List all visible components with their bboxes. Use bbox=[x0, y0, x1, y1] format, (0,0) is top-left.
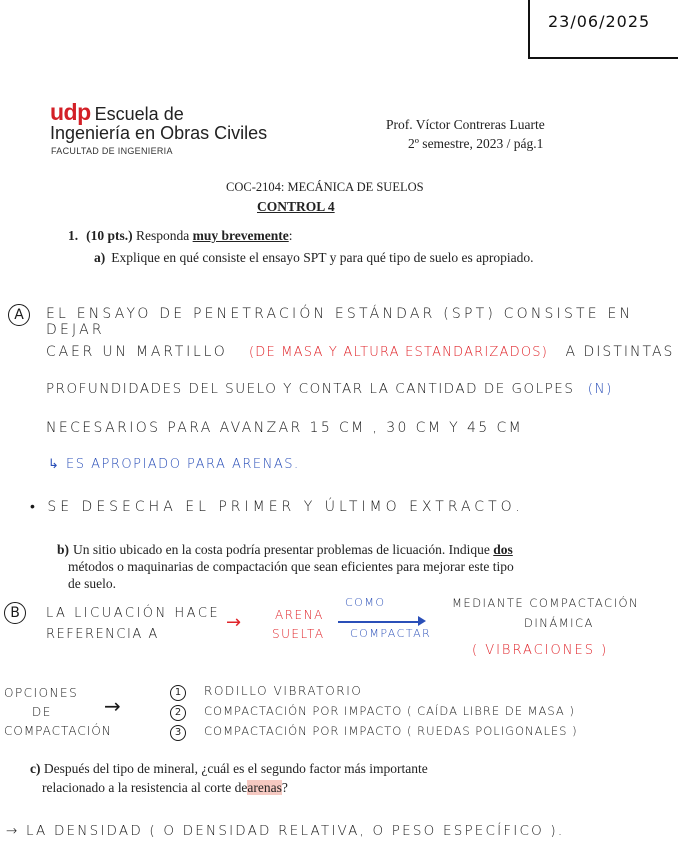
exam-title: CONTROL 4 bbox=[257, 199, 335, 214]
part-c-text-2a: relacionado a la resistencia al corte de bbox=[42, 780, 248, 795]
answer-b-fraction-line bbox=[338, 621, 423, 623]
option-number-3: 3 bbox=[170, 725, 186, 741]
answer-a-line-2b: (DE MASA Y ALTURA ESTANDARIZADOS) bbox=[249, 345, 548, 360]
part-b-text-2: métodos o maquinarias de compactación que sean eficientes para mejorar este tipo bbox=[68, 559, 514, 574]
part-c-letter: c) bbox=[30, 761, 41, 776]
option-number-1: 1 bbox=[170, 685, 186, 701]
part-c-highlight: arenas bbox=[247, 780, 282, 795]
option-text-2: COMPACTACIÓN POR IMPACTO ( CAÍDA LIBRE DE MASA ) bbox=[204, 704, 575, 718]
answer-a-line-2c: A DISTINTAS bbox=[565, 344, 675, 360]
answer-a-line-1: EL ENSAYO DE PENETRACIÓN ESTÁNDAR (SPT) CONSISTE EN DEJAR bbox=[46, 306, 634, 338]
answer-b-right-3: ( VIBRACIONES ) bbox=[472, 643, 609, 658]
answer-b-right-1: MEDIANTE COMPACTACIÓN bbox=[452, 596, 640, 610]
answer-a-line-2a: CAER UN MARTILLO bbox=[46, 344, 228, 360]
answer-b-red-2: SUELTA bbox=[272, 627, 325, 641]
professor-name: Prof. Víctor Contreras Luarte bbox=[386, 117, 545, 132]
logo-mark: udp bbox=[50, 99, 91, 125]
part-a-question bbox=[94, 250, 534, 266]
option-item-1 bbox=[170, 682, 362, 701]
part-a-text: Explique en qué consiste el ensayo SPT y para qué tipo de suelo es apropiado. bbox=[111, 250, 534, 265]
answer-b-blue-2: COMPACTAR bbox=[350, 627, 432, 640]
logo-line-2: Ingeniería en Obras Civiles bbox=[50, 123, 268, 143]
answer-a-line-2 bbox=[46, 344, 674, 361]
part-b-text-1: Un sitio ubicado en la costa podría presentar problemas de licuación. Indique bbox=[73, 542, 490, 557]
answer-c-text: → LA DENSIDAD ( O DENSIDAD RELATIVA, O PESO ESPECÍFICO ). bbox=[6, 823, 565, 839]
options-label-1: OPCIONES bbox=[4, 686, 79, 700]
question-instruction-end: : bbox=[288, 228, 293, 243]
question-instruction: Responda bbox=[136, 228, 190, 243]
answer-b-line-2: REFERENCIA A bbox=[46, 627, 159, 642]
part-b-question bbox=[57, 541, 527, 592]
answer-a-marker: A bbox=[8, 304, 30, 326]
option-item-3 bbox=[170, 722, 578, 741]
part-b-emph: dos bbox=[493, 542, 513, 557]
answer-a-line-3 bbox=[46, 381, 613, 397]
question-points: (10 pts.) bbox=[86, 228, 133, 243]
udp-logo bbox=[50, 99, 184, 126]
answer-a-line-5: ↳ ES APROPIADO PARA ARENAS. bbox=[48, 457, 300, 472]
part-c-question bbox=[30, 759, 550, 797]
question-number: 1. bbox=[68, 228, 79, 243]
part-c-text-1: Después del tipo de mineral, ¿cuál es el segundo factor más importante bbox=[43, 761, 428, 776]
part-b-text-3: de suelo. bbox=[68, 576, 116, 591]
part-b-letter: b) bbox=[57, 542, 70, 557]
option-item-2 bbox=[170, 702, 575, 721]
question-instruction-emph: muy brevemente bbox=[192, 228, 289, 243]
option-number-2: 2 bbox=[170, 705, 186, 721]
answer-b-fraction-arrowhead-icon bbox=[418, 616, 426, 626]
answer-b-marker: B bbox=[4, 602, 26, 624]
answer-a-line-3a: PROFUNDIDADES DEL SUELO Y CONTAR LA CANTIDAD DE GOLPES bbox=[46, 381, 575, 397]
options-arrow-icon: → bbox=[104, 694, 121, 718]
answer-b-right-2: DINÁMICA bbox=[524, 616, 594, 630]
answer-a-line-6: • SE DESECHA EL PRIMER Y ÚLTIMO EXTRACTO. bbox=[30, 499, 524, 515]
semester-page: 2º semestre, 2023 / pág.1 bbox=[408, 136, 544, 151]
question-1 bbox=[68, 228, 293, 244]
course-title: COC-2104: MECÁNICA DE SUELOS bbox=[226, 180, 424, 194]
logo-line-1: Escuela de bbox=[94, 104, 184, 124]
options-label-2: DE bbox=[32, 705, 52, 719]
answer-b-blue-1: COMO bbox=[345, 596, 386, 609]
answer-a-line-4: NECESARIOS PARA AVANZAR 15 CM , 30 CM Y 45 CM bbox=[46, 420, 524, 436]
logo-line-3: FACULTAD DE INGENIERIA bbox=[51, 146, 173, 156]
option-text-3: COMPACTACIÓN POR IMPACTO ( RUEDAS POLIGONALES ) bbox=[204, 724, 578, 738]
part-a-letter: a) bbox=[94, 250, 106, 265]
part-c-text-2c: ? bbox=[281, 780, 288, 795]
answer-a-line-3b: (N) bbox=[587, 381, 613, 397]
handwritten-date: 23/06/2025 bbox=[548, 12, 651, 31]
answer-b-line-1: LA LICUACIÓN HACE bbox=[46, 606, 221, 621]
options-label-3: COMPACTACIÓN bbox=[4, 724, 112, 738]
answer-b-red-1: ARENA bbox=[275, 608, 324, 622]
answer-b-arrow-icon: → bbox=[226, 612, 242, 633]
option-text-1: RODILLO VIBRATORIO bbox=[204, 684, 363, 698]
